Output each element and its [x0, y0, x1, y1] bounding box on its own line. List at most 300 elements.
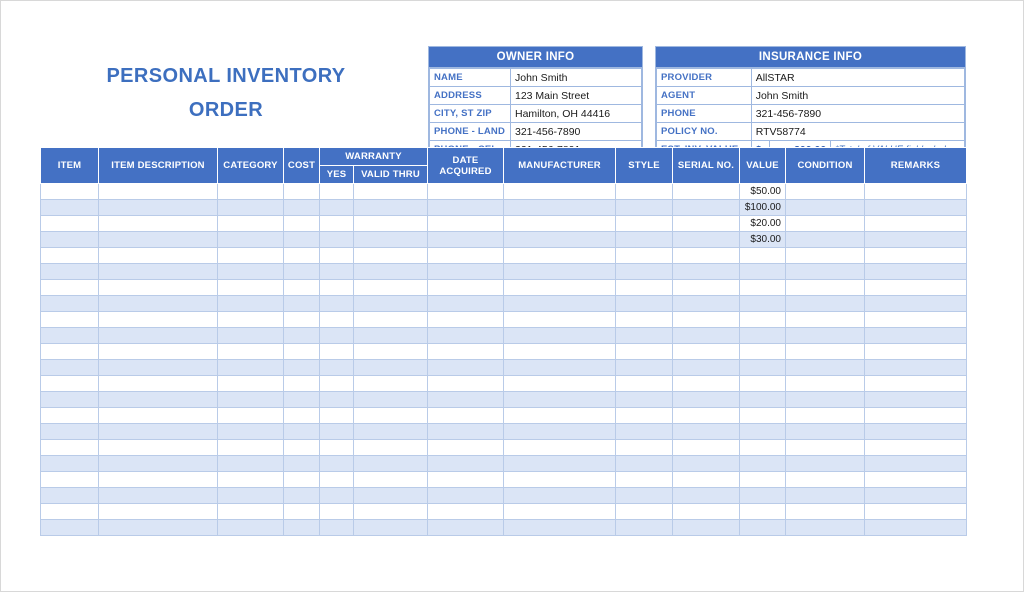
cell-value[interactable] — [740, 440, 786, 456]
cell-cost[interactable] — [284, 408, 320, 424]
cell-item[interactable] — [41, 184, 99, 200]
cell-serial-no[interactable] — [673, 248, 740, 264]
col-header-warranty[interactable]: WARRANTY — [320, 148, 428, 166]
cell-date-acquired[interactable] — [428, 504, 504, 520]
cell-style[interactable] — [616, 344, 673, 360]
cell-serial-no[interactable] — [673, 456, 740, 472]
table-row[interactable] — [41, 488, 967, 504]
cell-value[interactable] — [740, 280, 786, 296]
table-row[interactable] — [41, 504, 967, 520]
cell-warranty-yes[interactable] — [320, 408, 354, 424]
cell-serial-no[interactable] — [673, 344, 740, 360]
cell-item[interactable] — [41, 264, 99, 280]
cell-date-acquired[interactable] — [428, 184, 504, 200]
cell-category[interactable] — [218, 520, 284, 536]
cell-remarks[interactable] — [865, 392, 967, 408]
cell-item[interactable] — [41, 280, 99, 296]
cell-condition[interactable] — [786, 504, 865, 520]
cell-value[interactable] — [740, 264, 786, 280]
cell-warranty-yes[interactable] — [320, 264, 354, 280]
cell-style[interactable] — [616, 488, 673, 504]
cell-warranty-yes[interactable] — [320, 328, 354, 344]
cell-style[interactable] — [616, 392, 673, 408]
cell-manufacturer[interactable] — [504, 264, 616, 280]
cell-cost[interactable] — [284, 184, 320, 200]
cell-category[interactable] — [218, 456, 284, 472]
col-header-value[interactable]: VALUE — [740, 148, 786, 184]
cell-remarks[interactable] — [865, 296, 967, 312]
cell-manufacturer[interactable] — [504, 504, 616, 520]
cell-category[interactable] — [218, 504, 284, 520]
table-row[interactable] — [41, 264, 967, 280]
cell-manufacturer[interactable] — [504, 296, 616, 312]
cell-cost[interactable] — [284, 392, 320, 408]
table-row[interactable] — [41, 520, 967, 536]
col-header-warranty-valid-thru[interactable]: VALID THRU — [354, 166, 428, 184]
cell-style[interactable] — [616, 520, 673, 536]
cell-manufacturer[interactable] — [504, 376, 616, 392]
cell-style[interactable] — [616, 424, 673, 440]
cell-cost[interactable] — [284, 216, 320, 232]
col-header-remarks[interactable]: REMARKS — [865, 148, 967, 184]
cell-value[interactable]: $100.00 — [740, 200, 786, 216]
cell-item-description[interactable] — [99, 392, 218, 408]
cell-remarks[interactable] — [865, 184, 967, 200]
col-header-warranty-yes[interactable]: YES — [320, 166, 354, 184]
cell-serial-no[interactable] — [673, 376, 740, 392]
cell-item-description[interactable] — [99, 232, 218, 248]
cell-serial-no[interactable] — [673, 488, 740, 504]
cell-cost[interactable] — [284, 312, 320, 328]
cell-manufacturer[interactable] — [504, 280, 616, 296]
cell-serial-no[interactable] — [673, 440, 740, 456]
cell-warranty-valid-thru[interactable] — [354, 312, 428, 328]
cell-category[interactable] — [218, 360, 284, 376]
table-row[interactable] — [41, 280, 967, 296]
cell-remarks[interactable] — [865, 216, 967, 232]
table-row[interactable] — [41, 360, 967, 376]
cell-category[interactable] — [218, 264, 284, 280]
cell-condition[interactable] — [786, 440, 865, 456]
table-row[interactable] — [41, 408, 967, 424]
cell-warranty-yes[interactable] — [320, 248, 354, 264]
table-row[interactable] — [41, 456, 967, 472]
cell-item[interactable] — [41, 504, 99, 520]
cell-remarks[interactable] — [865, 376, 967, 392]
cell-style[interactable] — [616, 184, 673, 200]
cell-value[interactable] — [740, 312, 786, 328]
cell-item[interactable] — [41, 312, 99, 328]
table-row[interactable] — [41, 424, 967, 440]
cell-date-acquired[interactable] — [428, 488, 504, 504]
cell-cost[interactable] — [284, 248, 320, 264]
cell-category[interactable] — [218, 232, 284, 248]
cell-category[interactable] — [218, 376, 284, 392]
cell-item-description[interactable] — [99, 264, 218, 280]
cell-item-description[interactable] — [99, 424, 218, 440]
cell-item[interactable] — [41, 296, 99, 312]
cell-remarks[interactable] — [865, 280, 967, 296]
col-header-category[interactable]: CATEGORY — [218, 148, 284, 184]
cell-serial-no[interactable] — [673, 280, 740, 296]
table-row[interactable] — [41, 376, 967, 392]
cell-date-acquired[interactable] — [428, 376, 504, 392]
cell-warranty-valid-thru[interactable] — [354, 184, 428, 200]
cell-warranty-valid-thru[interactable] — [354, 440, 428, 456]
cell-style[interactable] — [616, 504, 673, 520]
cell-warranty-yes[interactable] — [320, 184, 354, 200]
cell-serial-no[interactable] — [673, 360, 740, 376]
cell-condition[interactable] — [786, 248, 865, 264]
cell-value[interactable] — [740, 248, 786, 264]
col-header-cost[interactable]: COST — [284, 148, 320, 184]
cell-date-acquired[interactable] — [428, 360, 504, 376]
cell-cost[interactable] — [284, 424, 320, 440]
cell-item-description[interactable] — [99, 184, 218, 200]
cell-remarks[interactable] — [865, 248, 967, 264]
cell-manufacturer[interactable] — [504, 408, 616, 424]
cell-item[interactable] — [41, 456, 99, 472]
cell-item-description[interactable] — [99, 312, 218, 328]
cell-warranty-yes[interactable] — [320, 504, 354, 520]
cell-condition[interactable] — [786, 360, 865, 376]
cell-warranty-yes[interactable] — [320, 392, 354, 408]
table-row[interactable] — [41, 296, 967, 312]
cell-warranty-valid-thru[interactable] — [354, 392, 428, 408]
cell-value[interactable] — [740, 392, 786, 408]
cell-item-description[interactable] — [99, 488, 218, 504]
cell-date-acquired[interactable] — [428, 456, 504, 472]
cell-manufacturer[interactable] — [504, 456, 616, 472]
cell-warranty-valid-thru[interactable] — [354, 408, 428, 424]
cell-cost[interactable] — [284, 200, 320, 216]
cell-warranty-valid-thru[interactable] — [354, 328, 428, 344]
cell-item-description[interactable] — [99, 248, 218, 264]
cell-item[interactable] — [41, 360, 99, 376]
cell-category[interactable] — [218, 344, 284, 360]
cell-value[interactable] — [740, 424, 786, 440]
cell-item-description[interactable] — [99, 440, 218, 456]
cell-warranty-valid-thru[interactable] — [354, 504, 428, 520]
cell-cost[interactable] — [284, 504, 320, 520]
cell-item-description[interactable] — [99, 376, 218, 392]
cell-warranty-valid-thru[interactable] — [354, 280, 428, 296]
cell-date-acquired[interactable] — [428, 200, 504, 216]
cell-item-description[interactable] — [99, 456, 218, 472]
cell-date-acquired[interactable] — [428, 344, 504, 360]
cell-value[interactable] — [740, 456, 786, 472]
cell-item[interactable] — [41, 424, 99, 440]
cell-item-description[interactable] — [99, 504, 218, 520]
cell-serial-no[interactable] — [673, 408, 740, 424]
cell-condition[interactable] — [786, 264, 865, 280]
cell-condition[interactable] — [786, 328, 865, 344]
cell-item-description[interactable] — [99, 472, 218, 488]
cell-warranty-valid-thru[interactable] — [354, 376, 428, 392]
cell-value[interactable] — [740, 360, 786, 376]
insurance-agent-value[interactable]: John Smith — [751, 87, 964, 105]
cell-value[interactable] — [740, 504, 786, 520]
cell-serial-no[interactable] — [673, 504, 740, 520]
cell-category[interactable] — [218, 184, 284, 200]
cell-remarks[interactable] — [865, 360, 967, 376]
cell-style[interactable] — [616, 456, 673, 472]
table-row[interactable] — [41, 328, 967, 344]
cell-cost[interactable] — [284, 520, 320, 536]
cell-remarks[interactable] — [865, 456, 967, 472]
table-row[interactable] — [41, 216, 967, 232]
cell-category[interactable] — [218, 296, 284, 312]
cell-remarks[interactable] — [865, 408, 967, 424]
cell-warranty-yes[interactable] — [320, 312, 354, 328]
cell-remarks[interactable] — [865, 488, 967, 504]
cell-date-acquired[interactable] — [428, 328, 504, 344]
cell-condition[interactable] — [786, 216, 865, 232]
insurance-phone-value[interactable]: 321-456-7890 — [751, 105, 964, 123]
cell-value[interactable]: $20.00 — [740, 216, 786, 232]
cell-condition[interactable] — [786, 312, 865, 328]
cell-remarks[interactable] — [865, 328, 967, 344]
table-row[interactable] — [41, 184, 967, 200]
col-header-serial-no[interactable]: SERIAL NO. — [673, 148, 740, 184]
cell-cost[interactable] — [284, 472, 320, 488]
cell-cost[interactable] — [284, 264, 320, 280]
cell-manufacturer[interactable] — [504, 424, 616, 440]
cell-condition[interactable] — [786, 424, 865, 440]
table-row[interactable] — [41, 472, 967, 488]
cell-value[interactable] — [740, 328, 786, 344]
cell-condition[interactable] — [786, 456, 865, 472]
cell-remarks[interactable] — [865, 472, 967, 488]
cell-serial-no[interactable] — [673, 184, 740, 200]
cell-cost[interactable] — [284, 488, 320, 504]
cell-item[interactable] — [41, 248, 99, 264]
owner-phone-land-value[interactable]: 321-456-7890 — [511, 123, 642, 141]
cell-date-acquired[interactable] — [428, 312, 504, 328]
cell-item-description[interactable] — [99, 344, 218, 360]
cell-value[interactable]: $50.00 — [740, 184, 786, 200]
table-row[interactable] — [41, 440, 967, 456]
cell-warranty-yes[interactable] — [320, 424, 354, 440]
cell-cost[interactable] — [284, 376, 320, 392]
cell-category[interactable] — [218, 440, 284, 456]
cell-warranty-valid-thru[interactable] — [354, 264, 428, 280]
cell-manufacturer[interactable] — [504, 248, 616, 264]
cell-condition[interactable] — [786, 488, 865, 504]
cell-item-description[interactable] — [99, 280, 218, 296]
cell-warranty-yes[interactable] — [320, 488, 354, 504]
cell-item[interactable] — [41, 488, 99, 504]
cell-item[interactable] — [41, 392, 99, 408]
cell-warranty-yes[interactable] — [320, 296, 354, 312]
col-header-style[interactable]: STYLE — [616, 148, 673, 184]
cell-style[interactable] — [616, 472, 673, 488]
cell-item-description[interactable] — [99, 328, 218, 344]
cell-style[interactable] — [616, 328, 673, 344]
col-header-date-acquired[interactable]: DATE ACQUIRED — [428, 148, 504, 184]
cell-warranty-yes[interactable] — [320, 376, 354, 392]
cell-date-acquired[interactable] — [428, 392, 504, 408]
cell-manufacturer[interactable] — [504, 328, 616, 344]
cell-serial-no[interactable] — [673, 216, 740, 232]
cell-warranty-yes[interactable] — [320, 344, 354, 360]
cell-style[interactable] — [616, 296, 673, 312]
cell-manufacturer[interactable] — [504, 200, 616, 216]
cell-manufacturer[interactable] — [504, 488, 616, 504]
cell-style[interactable] — [616, 376, 673, 392]
cell-item-description[interactable] — [99, 200, 218, 216]
cell-date-acquired[interactable] — [428, 248, 504, 264]
cell-cost[interactable] — [284, 280, 320, 296]
cell-condition[interactable] — [786, 232, 865, 248]
cell-remarks[interactable] — [865, 264, 967, 280]
cell-item[interactable] — [41, 376, 99, 392]
cell-date-acquired[interactable] — [428, 296, 504, 312]
cell-manufacturer[interactable] — [504, 472, 616, 488]
cell-style[interactable] — [616, 232, 673, 248]
cell-warranty-valid-thru[interactable] — [354, 520, 428, 536]
cell-warranty-valid-thru[interactable] — [354, 200, 428, 216]
col-header-manufacturer[interactable]: MANUFACTURER — [504, 148, 616, 184]
cell-serial-no[interactable] — [673, 312, 740, 328]
cell-warranty-yes[interactable] — [320, 280, 354, 296]
cell-item[interactable] — [41, 472, 99, 488]
cell-manufacturer[interactable] — [504, 392, 616, 408]
cell-category[interactable] — [218, 488, 284, 504]
cell-item[interactable] — [41, 440, 99, 456]
table-row[interactable] — [41, 392, 967, 408]
cell-item[interactable] — [41, 200, 99, 216]
cell-remarks[interactable] — [865, 440, 967, 456]
table-row[interactable] — [41, 248, 967, 264]
cell-item-description[interactable] — [99, 520, 218, 536]
cell-warranty-valid-thru[interactable] — [354, 248, 428, 264]
cell-style[interactable] — [616, 264, 673, 280]
cell-remarks[interactable] — [865, 200, 967, 216]
cell-style[interactable] — [616, 280, 673, 296]
cell-value[interactable]: $30.00 — [740, 232, 786, 248]
cell-warranty-valid-thru[interactable] — [354, 232, 428, 248]
cell-manufacturer[interactable] — [504, 440, 616, 456]
cell-style[interactable] — [616, 200, 673, 216]
cell-value[interactable] — [740, 488, 786, 504]
cell-manufacturer[interactable] — [504, 232, 616, 248]
cell-value[interactable] — [740, 520, 786, 536]
cell-item[interactable] — [41, 232, 99, 248]
cell-warranty-valid-thru[interactable] — [354, 344, 428, 360]
cell-date-acquired[interactable] — [428, 216, 504, 232]
cell-item[interactable] — [41, 344, 99, 360]
cell-item[interactable] — [41, 520, 99, 536]
cell-condition[interactable] — [786, 392, 865, 408]
cell-date-acquired[interactable] — [428, 424, 504, 440]
cell-style[interactable] — [616, 216, 673, 232]
cell-serial-no[interactable] — [673, 328, 740, 344]
cell-cost[interactable] — [284, 296, 320, 312]
cell-warranty-yes[interactable] — [320, 232, 354, 248]
cell-condition[interactable] — [786, 520, 865, 536]
cell-cost[interactable] — [284, 344, 320, 360]
cell-item[interactable] — [41, 408, 99, 424]
cell-item-description[interactable] — [99, 216, 218, 232]
cell-condition[interactable] — [786, 344, 865, 360]
cell-condition[interactable] — [786, 296, 865, 312]
cell-date-acquired[interactable] — [428, 232, 504, 248]
cell-remarks[interactable] — [865, 312, 967, 328]
cell-warranty-valid-thru[interactable] — [354, 216, 428, 232]
cell-category[interactable] — [218, 328, 284, 344]
cell-condition[interactable] — [786, 184, 865, 200]
cell-serial-no[interactable] — [673, 520, 740, 536]
cell-value[interactable] — [740, 344, 786, 360]
cell-date-acquired[interactable] — [428, 520, 504, 536]
cell-warranty-valid-thru[interactable] — [354, 360, 428, 376]
cell-condition[interactable] — [786, 200, 865, 216]
cell-category[interactable] — [218, 472, 284, 488]
cell-category[interactable] — [218, 312, 284, 328]
col-header-item[interactable]: ITEM — [41, 148, 99, 184]
cell-item-description[interactable] — [99, 360, 218, 376]
cell-cost[interactable] — [284, 232, 320, 248]
owner-name-value[interactable]: John Smith — [511, 69, 642, 87]
cell-warranty-yes[interactable] — [320, 216, 354, 232]
cell-warranty-valid-thru[interactable] — [354, 424, 428, 440]
cell-date-acquired[interactable] — [428, 472, 504, 488]
cell-style[interactable] — [616, 312, 673, 328]
cell-manufacturer[interactable] — [504, 520, 616, 536]
cell-warranty-valid-thru[interactable] — [354, 488, 428, 504]
owner-address-value[interactable]: 123 Main Street — [511, 87, 642, 105]
cell-condition[interactable] — [786, 376, 865, 392]
cell-value[interactable] — [740, 408, 786, 424]
cell-manufacturer[interactable] — [504, 216, 616, 232]
cell-cost[interactable] — [284, 360, 320, 376]
cell-item[interactable] — [41, 216, 99, 232]
cell-remarks[interactable] — [865, 504, 967, 520]
table-row[interactable] — [41, 232, 967, 248]
cell-manufacturer[interactable] — [504, 184, 616, 200]
cell-condition[interactable] — [786, 280, 865, 296]
cell-item-description[interactable] — [99, 296, 218, 312]
cell-date-acquired[interactable] — [428, 280, 504, 296]
cell-warranty-yes[interactable] — [320, 456, 354, 472]
cell-category[interactable] — [218, 408, 284, 424]
cell-serial-no[interactable] — [673, 296, 740, 312]
col-header-item-description[interactable]: ITEM DESCRIPTION — [99, 148, 218, 184]
cell-category[interactable] — [218, 424, 284, 440]
cell-serial-no[interactable] — [673, 424, 740, 440]
table-row[interactable] — [41, 200, 967, 216]
cell-category[interactable] — [218, 280, 284, 296]
cell-date-acquired[interactable] — [428, 408, 504, 424]
cell-remarks[interactable] — [865, 232, 967, 248]
cell-condition[interactable] — [786, 408, 865, 424]
col-header-condition[interactable]: CONDITION — [786, 148, 865, 184]
cell-serial-no[interactable] — [673, 392, 740, 408]
cell-warranty-valid-thru[interactable] — [354, 456, 428, 472]
cell-warranty-valid-thru[interactable] — [354, 296, 428, 312]
cell-warranty-yes[interactable] — [320, 360, 354, 376]
cell-style[interactable] — [616, 360, 673, 376]
cell-value[interactable] — [740, 472, 786, 488]
cell-item-description[interactable] — [99, 408, 218, 424]
cell-cost[interactable] — [284, 328, 320, 344]
cell-condition[interactable] — [786, 472, 865, 488]
cell-category[interactable] — [218, 200, 284, 216]
table-row[interactable] — [41, 344, 967, 360]
cell-category[interactable] — [218, 216, 284, 232]
cell-manufacturer[interactable] — [504, 360, 616, 376]
